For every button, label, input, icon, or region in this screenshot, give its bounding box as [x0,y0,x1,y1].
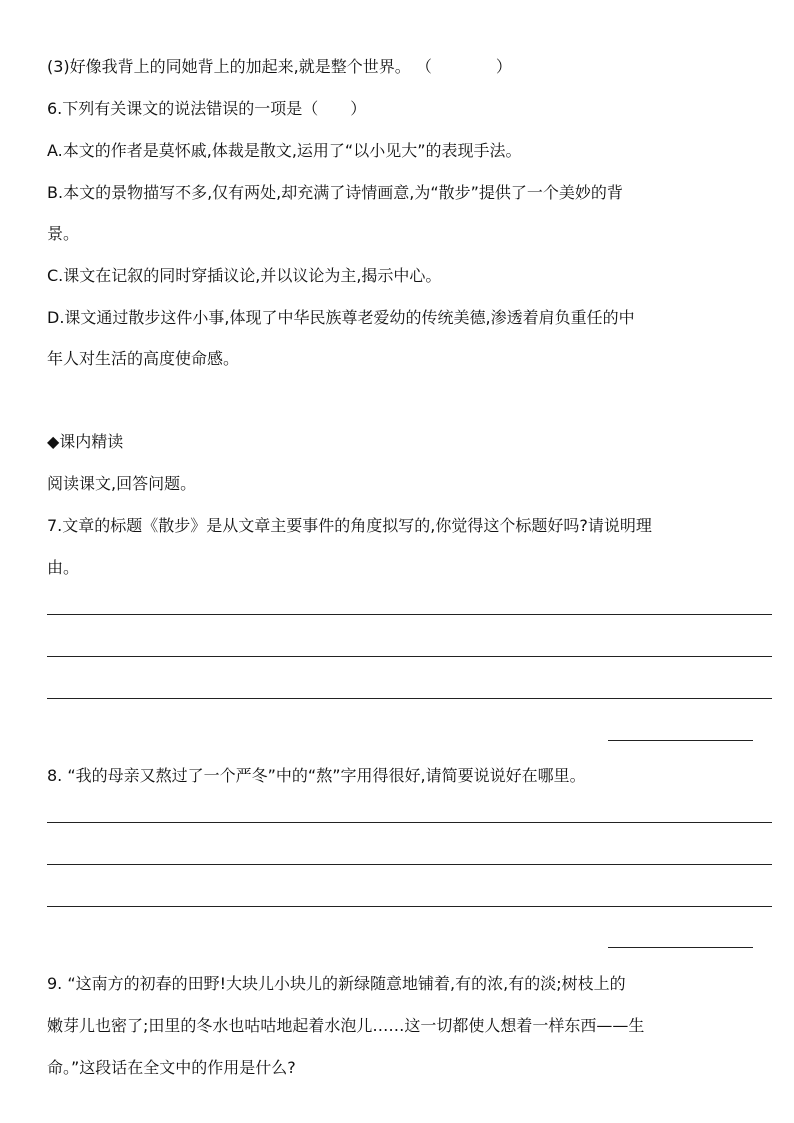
q7-answer-line-short[interactable] [608,740,753,741]
q9-stem-line3: 命。”这段话在全文中的作用是什么? [47,1058,296,1077]
q9-stem-line2: 嫩芽儿也密了;田里的冬水也咕咕地起着水泡儿……这一切都使人想着一样东西——生 [47,1016,645,1035]
q6-option-a: A.本文的作者是莫怀戚,体裁是散文,运用了“以小见大”的表现手法。 [47,141,522,160]
q8-stem: 8. “我的母亲又熬过了一个严冬”中的“熬”字用得很好,请简要说说好在哪里。 [47,766,586,785]
q8-answer-line-short[interactable] [608,947,753,948]
q7-stem-line1: 7.文章的标题《散步》是从文章主要事件的角度拟写的,你觉得这个标题好吗?请说明理 [47,516,652,535]
q7-answer-line[interactable] [47,698,772,699]
q6-option-d-line1: D.课文通过散步这件小事,体现了中华民族尊老爱幼的传统美德,渗透着肩负重任的中 [47,308,635,327]
q5-item-3: (3)好像我背上的同她背上的加起来,就是整个世界。 （ ） [47,57,512,76]
q8-answer-line[interactable] [47,864,772,865]
q7-stem-line2: 由。 [47,558,80,577]
q8-answer-line[interactable] [47,822,772,823]
reading-instruction: 阅读课文,回答问题。 [47,474,197,493]
q7-answer-line[interactable] [47,614,772,615]
q6-option-b-line2: 景。 [47,224,80,243]
q7-answer-line[interactable] [47,656,772,657]
section-heading: ◆课内精读 [47,432,124,451]
q6-option-d-line2: 年人对生活的高度使命感。 [47,349,240,368]
q9-stem-line1: 9. “这南方的初春的田野!大块儿小块儿的新绿随意地铺着,有的浓,有的淡;树枝上的 [47,974,626,993]
q8-answer-line[interactable] [47,906,772,907]
q6-option-b-line1: B.本文的景物描写不多,仅有两处,却充满了诗情画意,为“散步”提供了一个美妙的背 [47,183,623,202]
q6-stem: 6.下列有关课文的说法错误的一项是（ ） [47,99,367,118]
q6-option-c: C.课文在记叙的同时穿插议论,并以议论为主,揭示中心。 [47,266,442,285]
